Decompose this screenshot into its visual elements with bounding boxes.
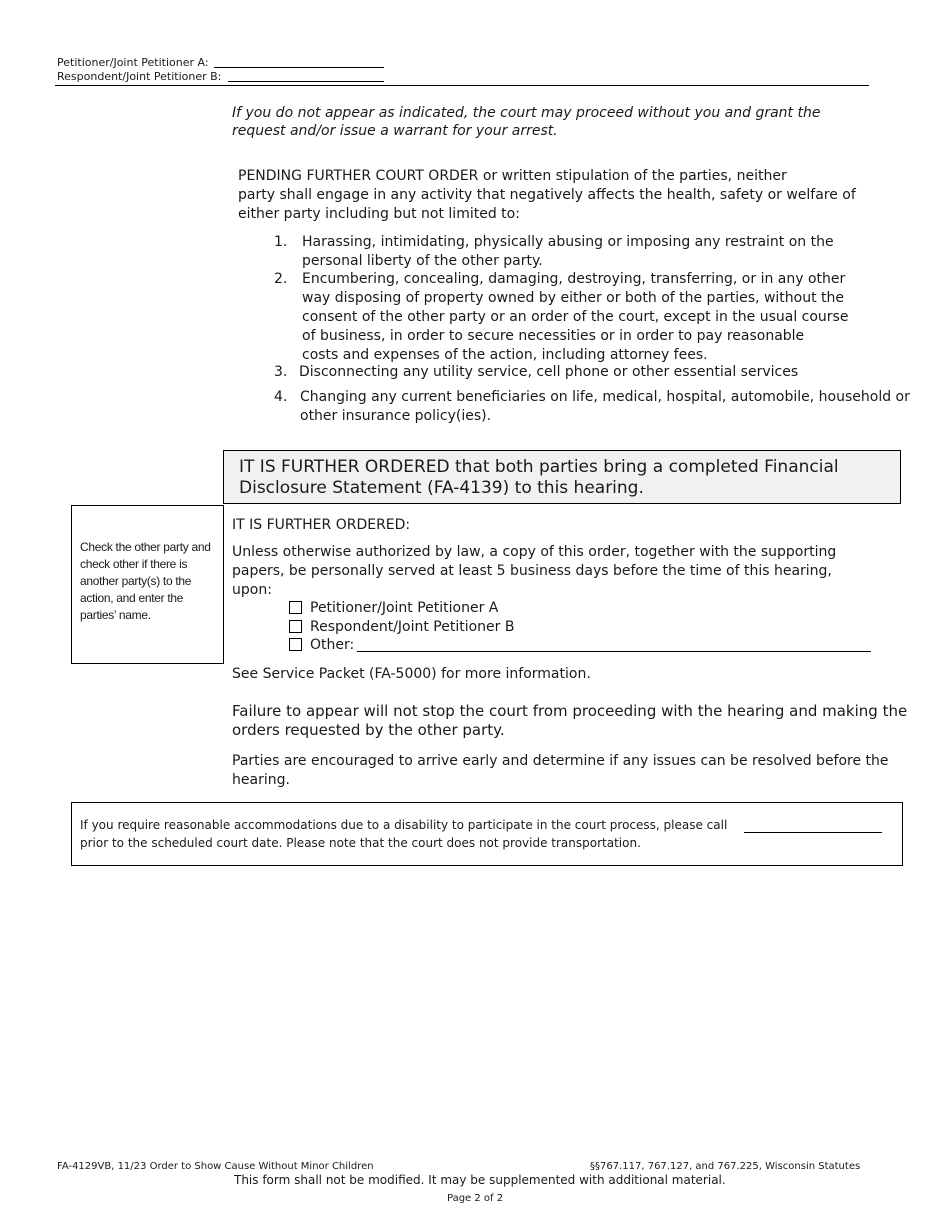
respondent-label: Respondent/Joint Petitioner B: xyxy=(57,70,222,83)
pending-intro-line2: party shall engage in any activity that negatively affects the health, safety or welfare of xyxy=(238,187,856,203)
financial-line1: IT IS FURTHER ORDERED that both parties bring a completed Financial xyxy=(239,457,839,477)
list-item xyxy=(274,363,894,383)
header-divider xyxy=(55,85,869,86)
petitioner-label: Petitioner/Joint Petitioner A: xyxy=(57,56,209,69)
side-instruction-text: Check the other party and check other if there is another party(s) to the action, and enter the parties’ name. xyxy=(80,540,211,622)
list-item-number: 4. xyxy=(274,389,288,405)
accommodation-phone-field[interactable] xyxy=(744,832,882,833)
side-instruction-box xyxy=(71,505,224,664)
list-item-line: other insurance policy(ies). xyxy=(300,408,492,424)
service-line3: upon: xyxy=(232,582,272,598)
list-item-line: consent of the other party or an order of the court, except in the usual course xyxy=(302,309,849,325)
petitioner-checkbox[interactable] xyxy=(289,601,302,614)
failure-line1: Failure to appear will not stop the court from proceeding with the hearing and making the xyxy=(232,702,908,720)
modification-notice: This form shall not be modified. It may be supplemented with additional material. xyxy=(234,1173,726,1187)
list-item xyxy=(274,388,914,428)
list-item-number: 1. xyxy=(274,234,288,250)
service-line1: Unless otherwise authorized by law, a copy of this order, together with the supporting xyxy=(232,544,837,560)
arrive-line2: hearing. xyxy=(232,772,290,788)
financial-disclosure-box xyxy=(223,450,901,504)
list-item-line: costs and expenses of the action, including attorney fees. xyxy=(302,347,708,363)
form-id: FA-4129VB, 11/23 Order to Show Cause Without Minor Children xyxy=(57,1161,374,1172)
other-checkbox[interactable] xyxy=(289,638,302,651)
failure-line2: orders requested by the other party. xyxy=(232,721,505,739)
service-packet-note: See Service Packet (FA-5000) for more information. xyxy=(232,666,591,682)
list-item xyxy=(274,270,894,366)
respondent-name-field[interactable] xyxy=(228,81,384,82)
financial-line2: Disclosure Statement (FA-4139) to this hearing. xyxy=(239,478,644,498)
petitioner-option-label: Petitioner/Joint Petitioner A xyxy=(310,600,499,616)
list-item-line: Encumbering, concealing, damaging, destroying, transferring, or in any other xyxy=(302,271,846,287)
pending-intro-line1: PENDING FURTHER COURT ORDER or written stipulation of the parties, neither xyxy=(238,168,787,184)
pending-intro-line3: either party including but not limited to: xyxy=(238,206,520,222)
service-heading: IT IS FURTHER ORDERED: xyxy=(232,517,411,533)
page-number: Page 2 of 2 xyxy=(447,1193,504,1204)
list-item-line: Disconnecting any utility service, cell phone or other essential services xyxy=(299,364,799,380)
list-item-line: way disposing of property owned by either or both of the parties, without the xyxy=(302,290,845,306)
accommodation-box xyxy=(71,802,903,866)
financial-disclosure-text xyxy=(239,457,879,499)
petitioner-name-field[interactable] xyxy=(214,67,384,68)
respondent-option-label: Respondent/Joint Petitioner B xyxy=(310,619,515,635)
list-item-line: of business, in order to secure necessities or in order to pay reasonable xyxy=(302,328,805,344)
arrive-line1: Parties are encouraged to arrive early and determine if any issues can be resolved before the xyxy=(232,753,889,769)
service-line2: papers, be personally served at least 5 business days before the time of this hearing, xyxy=(232,563,832,579)
respondent-checkbox[interactable] xyxy=(289,620,302,633)
other-option-label: Other: xyxy=(310,637,355,653)
statutes: §§767.117, 767.127, and 767.225, Wisconsin Statutes xyxy=(590,1161,861,1172)
list-item-number: 3. xyxy=(274,364,288,380)
accommodation-line2: prior to the scheduled court date. Please note that the court does not provide transportation. xyxy=(80,836,641,850)
list-item xyxy=(274,233,894,273)
other-party-name-field[interactable] xyxy=(357,651,871,652)
list-item-line: Changing any current beneficiaries on life, medical, hospital, automobile, household or xyxy=(300,389,910,405)
list-item-line: Harassing, intimidating, physically abusing or imposing any restraint on the xyxy=(302,234,834,250)
list-item-line: personal liberty of the other party. xyxy=(302,253,543,269)
list-item-number: 2. xyxy=(274,271,288,287)
warning-text: If you do not appear as indicated, the court may proceed without you and grant the request and/or issue a warrant for your arrest. xyxy=(232,105,821,139)
accommodation-line1: If you require reasonable accommodations due to a disability to participate in the court process, please call xyxy=(80,818,728,832)
